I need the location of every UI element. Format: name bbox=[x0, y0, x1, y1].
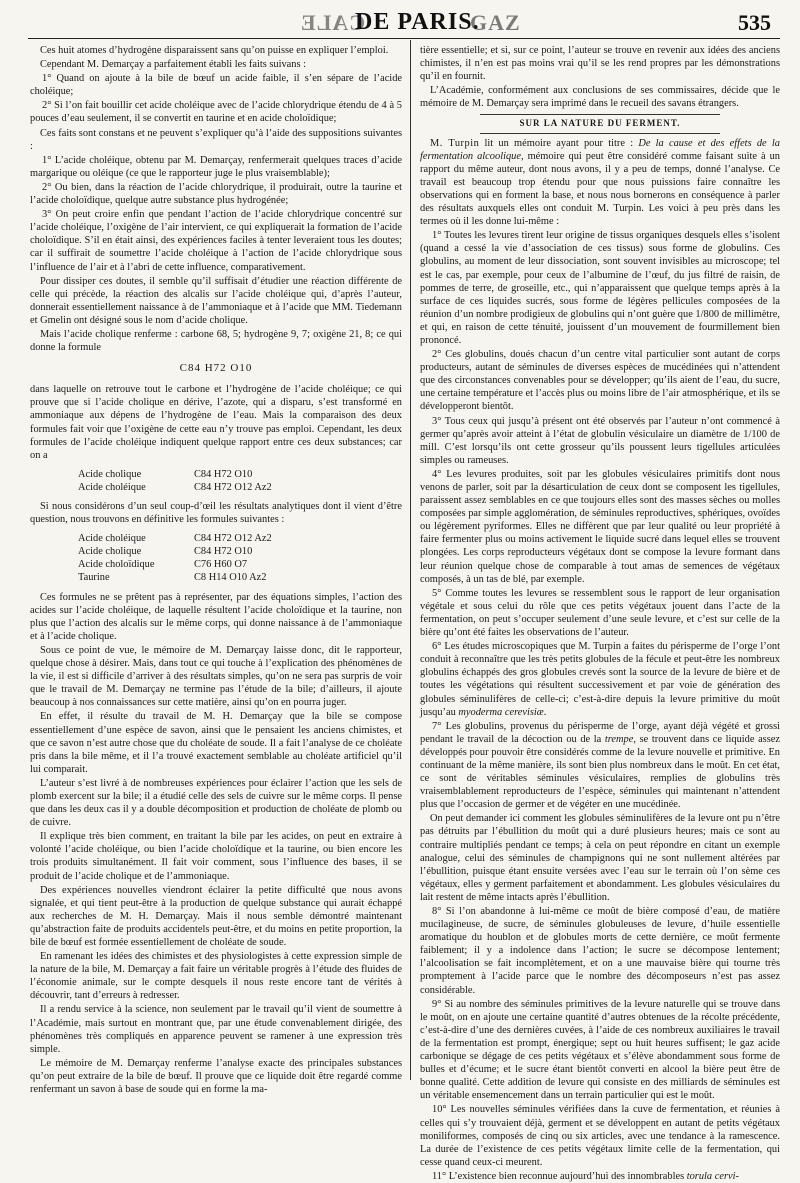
right-column bbox=[420, 44, 780, 1182]
compound-name: Taurine bbox=[78, 572, 110, 584]
compound-formula: C84 H72 O10 bbox=[194, 468, 253, 480]
paragraph: L’Académie, conformément aux conclusions de ses commissaires, décide que le mémoire de M. Demarçay sera imprimé dans le recueil des savans étrangers. bbox=[420, 85, 780, 110]
masthead bbox=[0, 4, 800, 44]
list-item bbox=[420, 640, 780, 719]
paragraph: Il explique très bien comment, en traitant la bile par les acides, on peut en extraire à volonté l’acide choléique, ou bien l’acide choloïdique et la taurine, ou bien encore les trois produits simultanément. Il fait voir comment, sous l’influence des bases, il se produit de l’acide cholique et de l’ammoniaque. bbox=[30, 831, 402, 882]
table-row bbox=[78, 532, 278, 545]
list-item: 4° Les levures produites, soit par les globules vésiculaires primitifs dont nous venons de parler, soit par la désarticulation de ceux dont se composent les tigellules, paraissent assez semblables en ce que toujours elles sont des masses sèches ou molles composées par simple agglomération, de séminules reproductives, sphériques, ovoïdes ou légèrement pyriformes. Elles ne diffèrent que par leur qualité ou leur propriété à faire fermenter plus ou moins activement le liquide sucré dans lequel elles se trouvent plongées. Les corps reproducteurs végétaux dont se compose la levure formant dans leur réunion quelque chose de comparable à tout amas de semences de végétaux composés, à un tas de blé, par exemple. bbox=[420, 468, 780, 585]
list-item bbox=[420, 1170, 780, 1183]
table-row bbox=[78, 481, 278, 494]
list-item: 2° Ces globulins, doués chacun d’un centre vital particulier sont autant de corps producteurs, autant de séminules de diverses espèces de mucédinées qui n’attendent que des circonstances convenables pour se développer; qu’ils aient de l’eau, du sucre, une certaine température et l’accès plus ou moins libre de l’air atmosphérique, et ils se développeront bientôt. bbox=[420, 349, 780, 413]
text-run: lit un mémoire ayant pour titre : bbox=[479, 137, 639, 149]
paragraph: On peut demander ici comment les globules séminulifères de la levure ont pu n’être pas détruits par l’ébullition du moût qui a duré plusieurs heures; mais ce sont au contraire multipliés pendant ce temps; à cela on peut répondre en citant un exemple analogue, celui des séminules de champignons qui ne sont nullement altérées par l’ébullition, puisque étant ensuite versées avec l’eau sur le terrain où l’on sème ces végétaux, elles y germent parfaitement et abondamment. Les globules vésiculaires du lait restent de même intacts après l’ébullition. bbox=[420, 813, 780, 903]
paragraph: tière essentielle; et si, sur ce point, l’auteur se trouve en revenir aux idées des anciens chimistes, il n’en est pas moins vrai qu’il se les rend propres par les démonstrations qu’il en fournit. bbox=[420, 45, 780, 83]
list-item: 5° Comme toutes les levures se ressemblent sous le rapport de leur organisation végétale et sous celui du rôle que ces petits végétaux jouent dans l’acte de la fermentation, on peut s’occuper seulement d’une seule levure, et c’est sur celle de la bière qu’ont été faites les observations de l’auteur. bbox=[420, 587, 780, 639]
table-row bbox=[78, 571, 278, 584]
paragraph: L’auteur s’est livré à de nombreuses expériences pour éclairer l’action que les sels de plomb exercent sur la bile; il a étudié celle des sels de cuivre sur le même corps. Il pense que dans les deux cas il y a double décomposition et production de choléate de plomb ou de cuivre. bbox=[30, 777, 402, 829]
species-name: myoderma cerevisiæ bbox=[458, 706, 544, 718]
paragraph: Ces faits sont constans et ne peuvent s’expliquer qu’à l’aide des suppositions suivantes : bbox=[30, 127, 402, 152]
memoir-title: De la cause et des effets de la fermentation alcoolique bbox=[420, 137, 780, 162]
compound-name: Acide choléique bbox=[78, 533, 146, 545]
species-name: torula cervi- bbox=[686, 1170, 739, 1182]
compound-formula: C84 H72 O10 bbox=[194, 546, 253, 558]
text-run: 11° L’existence bien reconnue aujourd’hui des innombrables bbox=[432, 1170, 687, 1182]
paragraph: Mais l’acide cholique renferme : carbone 68, 5; hydrogène 9, 7; oxigène 21, 8; ce qui donne la formule bbox=[30, 328, 402, 354]
list-item: 3° On peut croire enfin que pendant l’action de l’acide chlorydrique concentré sur l’acide choléique, l’oxigène de l’air intervient, ce qui expliquerait la formation de l’acide choloïdique. S’il en était ainsi, des expériences faciles à tenter leveraient tous les doutes; car il suffirait de soumettre l’acide choléique à l’action de l’acide chlorydrique sous l’influence de l’air et à l’abri de cette influence, comparativement. bbox=[30, 209, 402, 273]
list-item: 1° Quand on ajoute à la bile de bœuf un acide faible, il s’en sépare de l’acide choléique; bbox=[30, 73, 402, 98]
paragraph: Cependant M. Demarçay a parfaitement établi les faits suivans : bbox=[40, 59, 307, 71]
list-item: 8° Si l’on abandonne à lui-même ce moût de bière composé d’eau, de matière mucilagineuse, de sucre, de séminules globuleuses de levure, d’huile essentielle aromatique du houblon et de globules morts de cette dernière, ce moût fermente faiblement; il y a indolence dans l’action; le sucre se décompose lentement; l’alcoolisation se fait incomplètement, et on a une mauvaise bière qui tourne très promptement à l’acide parce que le nombre des décomposeurs n’est pas assez considérable. bbox=[420, 906, 780, 996]
masthead-bleed-left: CALE bbox=[300, 10, 366, 35]
column-divider bbox=[410, 40, 411, 1080]
paragraph: Des expériences nouvelles viendront éclairer la petite difficulté que nous avons signalée, et qui tient peut-être à la production de quelque substance qui aurait échappé aux recherches de M. H. Demarçay. Mais il nous semble démontré maintenant qu’abstraction faite de produits accidentels peut-être, et du moins en petite proportion, la bile de bœuf est formée essentiellement de choléate de soude. bbox=[30, 884, 402, 948]
text-run: 7° Les globulins, provenus du périsperme de l’orge, ayant déjà végété et grossi pendant le travail de la décoction ou de la bbox=[420, 720, 780, 745]
list-item: 10° Les nouvelles séminules vérifiées dans la cuve de fermentation, et réunies à celles qui s’y trouvaient déjà, germent et se développent en autant de petits végétaux moniliformes, composés de cinq ou six articles, avec une tendance à la ramescence. La durée de l’existence de ces petits végétaux limite celle de la fermentation, qui cesse quand ceux-ci meurent. bbox=[420, 1104, 780, 1168]
list-item: 2° Si l’on fait bouillir cet acide choléique avec de l’acide chlorydrique étendu de 4 à 5 pouces d’eau seulement, il se convertit en taurine et en acide choloïdique; bbox=[30, 100, 402, 125]
section-heading: SUR LA NATURE DU FERMENT. bbox=[420, 114, 780, 133]
paragraph: Sous ce point de vue, le mémoire de M. Demarçay laisse donc, dit le rapporteur, quelque chose à désirer. Mais, dans tout ce qui touche à l’explication des phénomènes de la vie, il est si difficile d’arriver à des résultats simples, qu’on ne sera pas surpris de voir que le travail de M. Demarçay ne termine pas l’étude de la bile; d’ailleurs, il ajoute beaucoup à nos connaissances sur cette matière, ainsi qu’on en pourra juger. bbox=[30, 644, 402, 709]
author-name: M. Turpin bbox=[430, 137, 480, 149]
paragraph bbox=[420, 137, 780, 229]
list-item: 2° Ou bien, dans la réaction de l’acide chlorydrique, il produirait, outre la taurine et l’acide choloïdique, quelque autre substance plus hydrogénée; bbox=[30, 181, 402, 207]
paragraph: dans laquelle on retrouve tout le carbone et l’hydrogène de l’acide choléique; ce qui prouve que si l’acide cholique en dérive, l’azote, qui a disparu, s’est transformé en ammoniaque aux dépens de l’hydrogène de l’eau. Mais la comparaison des deux formules fait voir que l’oxigène de cette eau n’y trouve pas emploi. Cependant, les deux formules de l’acide choléique indiquent quelque rapport entre ces deux substances; car on a bbox=[30, 384, 402, 461]
compound-name: Acide cholique bbox=[78, 468, 142, 480]
compound-formula: C76 H60 O7 bbox=[194, 559, 248, 571]
list-item: 1° Toutes les levures tirent leur origine de tissus organiques desquels elles s’isolent (quand a cessé la vie d’association de ces tissus) sous forme de globulins. Ces globulins, au moment de leur dissociation, sont souvent invisibles au microscope; tel est le cas, par exemple, pour ceux de l’albumine de l’œuf, du jus filtré de raisin, de pommes de terre, de groseille, etc., qui n’apparaissent que quelque temps après à la surface de ces liquides sucrés, sous forme de légères pellicules composées de la réunion d’un nombre prodigieux de globulins qui n’ont guère que 1/800 de millimètre, et qui, en raison de cette ténuité, jouissent d’un mouvement de fourmillement bien prononcé. bbox=[420, 230, 780, 346]
compound-formula: C84 H72 O12 Az2 bbox=[194, 533, 272, 545]
formula-table-1 bbox=[78, 468, 278, 494]
left-column bbox=[30, 44, 402, 1096]
paragraph: Ces huit atomes d’hydrogène disparaissent sans qu’on puisse en expliquer l’emploi. bbox=[40, 45, 389, 56]
table-row bbox=[78, 558, 278, 571]
paragraph: En ramenant les idées des chimistes et des physiologistes à cette expression simple de la nature de la bile, M. Demarçay a fait faire un véritable progrès à l’étude des fluides de l’économie animale, sur le compte desquels il nous reste encore tant de vérités à découvrir, tant d’erreurs à redresser. bbox=[30, 951, 402, 1002]
table-row bbox=[78, 545, 278, 558]
masthead-title: DE PARIS. bbox=[355, 9, 480, 35]
list-item: 9° Si au nombre des séminules primitives de la levure naturelle qui se trouve dans le moût, on en ajoute une certaine quantité d’autres obtenues de la récolte précédente, c’est-à-dire d’une des dernières cuvées, à l’aide de ces nombreux auxiliaires le travail de la fermentation est prompt, énergique; sept ou huit heures suffisent; le gaz acide carbonique se dégage de ces petits végétaux et s’élève abondamment sous forme de bulles et d’écume; et le sucre étant bientôt converti en alcool la bière peut être de bonne qualité. Cette addition de levure qui consiste en des milliards de séminules est un véritable ensemencement dans un terrain particulier qui est le moût. bbox=[420, 998, 780, 1102]
masthead-bleed-right: GAZ bbox=[470, 10, 521, 35]
table-row bbox=[78, 468, 278, 481]
masthead-rule bbox=[28, 38, 780, 39]
paragraph: Ces formules ne se prêtent pas à représenter, par des équations simples, l’action des acides sur l’acide choléique, de laquelle résultent l’acide choloïdique et la taurine, non plus que l’action des alcalis sur le même corps, qui donne naissance à de l’ammoniaque et à l’acide cholique. bbox=[30, 591, 402, 642]
paragraph: En effet, il résulte du travail de M. H. Demarçay que la bile se compose essentiellement d’une espèce de savon, ainsi que le pensaient les anciens chimistes, et que ce savon n’est autre chose que du choléate de soude. Il a fait l’analyse de ce choléate pris dans la bile même, et il l’a trouvé exactement semblable au choléate artificiel qu’il lui comparait. bbox=[30, 711, 402, 775]
formula-table-2 bbox=[78, 532, 278, 584]
paragraph: Pour dissiper ces doutes, il semble qu’il suffisait d’étudier une réaction différente de celle qui précède, la réaction des alcalis sur l’acide choléique qui, d’après l’auteur, donnerait essentiellement naissance à de l’ammoniaque et à l’acide que MM. Tiedemann et Gmelin ont désigné sous le nom d’acide cholique. bbox=[30, 275, 402, 326]
paragraph: Le mémoire de M. Demarçay renferme l’analyse exacte des principales substances qu’on peut extraire de la bile de bœuf. Il prouve que ce liquide doit être regardé comme renfermant un savon à base de soude qui en forme la ma- bbox=[30, 1057, 402, 1096]
paragraph: Il a rendu service à la science, non seulement par le travail qu’il vient de soumettre à l’Académie, mais surtout en montrant que, par une étude convenablement dirigée, des phénomènes très compliqués en apparence peuvent se ramener à une expression très simple. bbox=[30, 1004, 402, 1055]
paragraph: Si nous considérons d’un seul coup-d’œil les résultats analytiques dont il vient d’être question, nous trouvons en définitive les formules suivantes : bbox=[30, 501, 402, 526]
compound-formula: C84 H72 O12 Az2 bbox=[194, 481, 272, 493]
compound-name: Acide choléique bbox=[78, 481, 146, 493]
list-item: 3° Tous ceux qui jusqu’à présent ont été observés par l’auteur n’ont commencé à germer qu’après avoir atteint à l’état de globulin vésiculaire un diamètre de 1/100 de mill. C’est lorsqu’ils ont cette grosseur qu’ils poussent leurs tigellules articulées simples ou rameuses. bbox=[420, 415, 780, 466]
compound-formula: C8 H14 O10 Az2 bbox=[194, 572, 267, 584]
text-run: 6° Les études microscopiques que M. Turpin a faites du périsperme de l’orge l’ont conduit à reconnaître que les très petits globules de la fécule et peut-être les nombreux globulins échappés des gros globules crevés sont la source de la levure de bière et de toutes les végétations qui résultent successivement et par voie de génération des globules séminulifères de celle-ci; c’est-à-dire depuis la levure primitive du moût jusqu’au bbox=[420, 641, 780, 718]
page-number: 535 bbox=[738, 10, 771, 35]
text-run: . bbox=[543, 706, 547, 718]
list-item: 1° L’acide choléique, obtenu par M. Demarçay, renfermerait quelques traces d’acide margarique ou oléique (ce que le rapporteur juge le plus vraisemblable); bbox=[30, 154, 402, 179]
chemical-formula: C84 H72 O10 bbox=[179, 362, 253, 375]
list-item bbox=[420, 720, 780, 812]
text-run: , mémoire qui peut être considéré comme faisant suite à un rapport du même auteur, dont nous avons, il y a peu de temps, donné l’analyse. Ce travail est beaucoup trop étendu pour que nous puissions faire connaître les observations qui en forment la base, et nous nous bornerons en conséquence à parler des résultats auxquels elles ont conduit M. Turpin. Les voici à peu près dans les termes où il les donne lui-même : bbox=[420, 150, 780, 228]
text-run: , se trouvent dans ce liquide assez développés pour pouvoir être considérés comme de la levure nouvelle et primitive. En continuant de la même manière, ils sont bien plus nombreux dans le moût. En cet état, ce sont de véritables séminules vésiculaires, remplies de globulins très vraisemblablement reproducteurs de l’espèce, séminules qui maintenant n’attendent plus que l’occasion de germer et de végéter en une mucédinée. bbox=[420, 733, 780, 811]
italic-term: trempe bbox=[604, 733, 634, 745]
compound-name: Acide choloïdique bbox=[78, 559, 155, 571]
compound-name: Acide cholique bbox=[78, 546, 142, 558]
